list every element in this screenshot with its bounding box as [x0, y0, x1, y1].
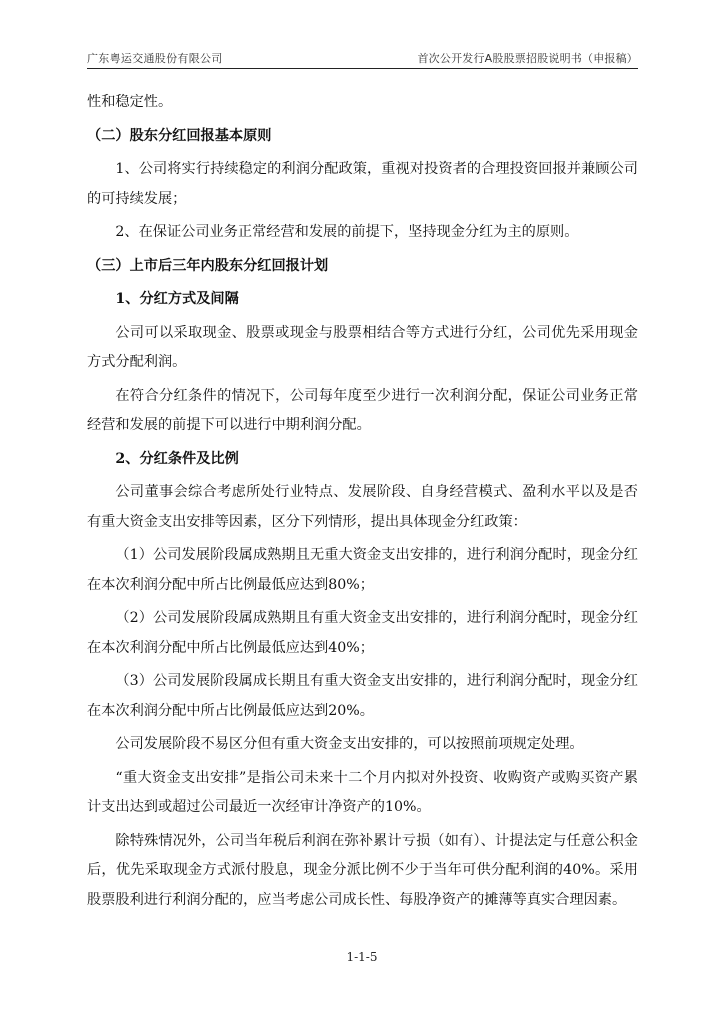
subheading-method: 1、分红方式及间隔: [115, 291, 239, 307]
paragraph-continuation: 性和稳定性。: [87, 94, 173, 110]
document-body: [87, 88, 638, 915]
paragraph-definition: “重大资金支出安排”是指公司未来十二个月内拟对外投资、收购资产或购买资产累计支出达到或超过公司最近一次经审计净资产的10%。: [87, 769, 638, 815]
paragraph-condition-note: 公司发展阶段不易区分但有重大资金支出安排的，可以按照前项规定处理。: [115, 736, 584, 752]
header-divider: [87, 68, 638, 69]
paragraph-conditions-intro: 公司董事会综合考虑所处行业特点、发展阶段、自身经营模式、盈利水平以及是否有重大资金支出安排等因素，区分下列情形，提出具体现金分红政策：: [87, 484, 638, 530]
paragraph-special-cases: 除特殊情况外，公司当年税后利润在弥补累计亏损（如有）、计提法定与任意公积金后，优先采取现金方式派付股息，现金分派比例不少于当年可供分配利润的40%。采用股票股利进行利润分配的，应当考虑公司成长性、每股净资产的摊薄等真实合理因素。: [87, 832, 638, 908]
paragraph-method-1: 公司可以采取现金、股票或现金与股票相结合等方式进行分红，公司优先采用现金方式分配利润。: [87, 324, 638, 370]
page-header: [87, 50, 638, 66]
section-heading-principles: （二）股东分红回报基本原则: [87, 127, 272, 144]
header-document-title: 首次公开发行A股股票招股说明书（申报稿）: [417, 52, 638, 65]
header-company-name: 广东粤运交通股份有限公司: [87, 52, 223, 65]
section-heading-plan: （三）上市后三年内股东分红回报计划: [87, 257, 329, 274]
paragraph-method-2: 在符合分红条件的情况下，公司每年度至少进行一次利润分配，保证公司业务正常经营和发展的前提下可以进行中期利润分配。: [87, 387, 638, 433]
paragraph-principle-2: 2、在保证公司业务正常经营和发展的前提下，坚持现金分红为主的原则。: [115, 224, 579, 240]
paragraph-condition-2: （2）公司发展阶段属成熟期且有重大资金支出安排的，进行利润分配时，现金分红在本次利润分配中所占比例最低应达到40%；: [87, 610, 638, 656]
subheading-conditions: 2、分红条件及比例: [115, 450, 239, 467]
paragraph-principle-1: 1、公司将实行持续稳定的利润分配政策，重视对投资者的合理投资回报并兼顾公司的可持续发展；: [87, 161, 638, 207]
paragraph-condition-3: （3）公司发展阶段属成长期且有重大资金支出安排的，进行利润分配时，现金分红在本次利润分配中所占比例最低应达到20%。: [87, 673, 638, 719]
paragraph-condition-1: （1）公司发展阶段属成熟期且无重大资金支出安排的，进行利润分配时，现金分红在本次利润分配中所占比例最低应达到80%；: [87, 547, 638, 593]
page-number: 1-1-5: [346, 950, 378, 964]
